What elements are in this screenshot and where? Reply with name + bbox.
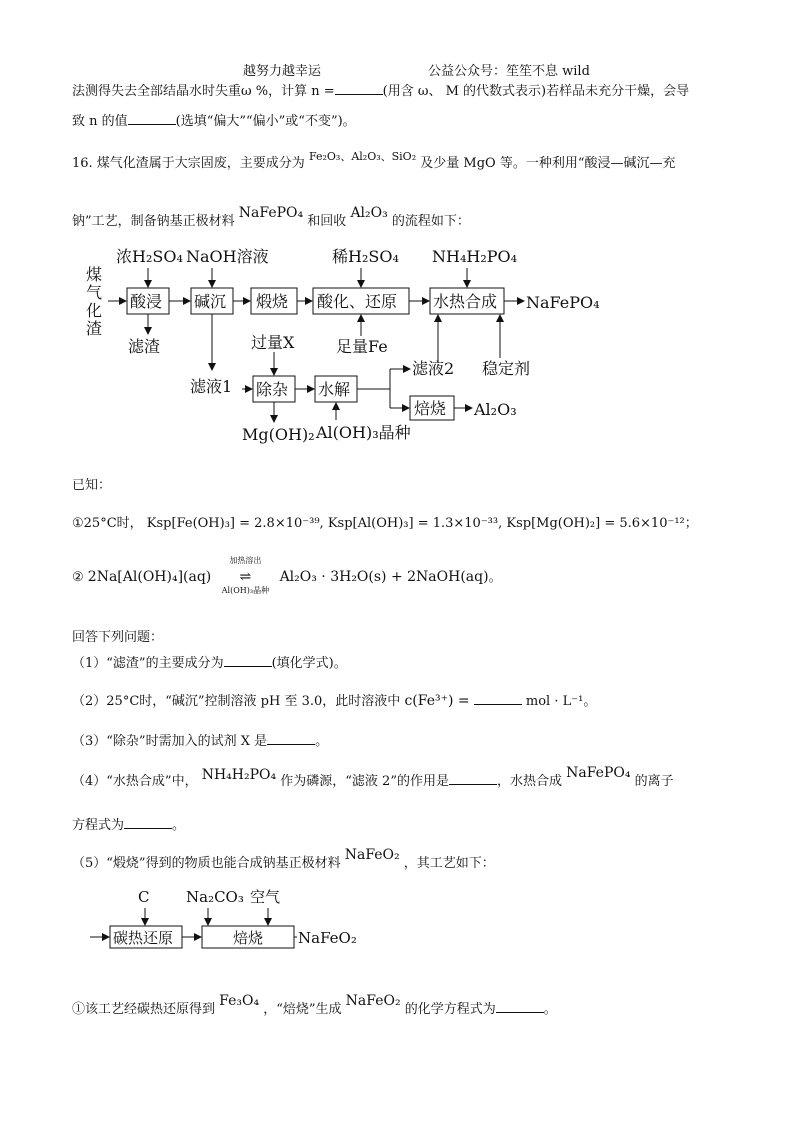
box-roast: 焙烧 (414, 399, 447, 418)
prev-text-d: 致 n 的值 (72, 114, 128, 129)
q16-text-a: 16. 煤气化渣属于大宗固废，主要成分为 (72, 156, 305, 171)
reagent-stabilizer: 稳定剂 (482, 359, 531, 378)
output-filtrate-1: 滤液1 (190, 377, 233, 396)
answer-blank[interactable] (224, 654, 272, 667)
q4-text-e: 方程式为 (72, 818, 125, 833)
box-acid-leach: 酸浸 (130, 292, 163, 311)
output-mgoh2: Mg(OH)₂ (242, 425, 315, 444)
source-char-3: 化 (86, 301, 103, 320)
question-5 (72, 847, 495, 871)
q4-chem-2: NaFePO₄ (566, 765, 631, 781)
header-left: 越努力越幸运 (243, 64, 322, 79)
q4-text-d: 的离子 (634, 774, 674, 789)
known-1 (72, 512, 698, 531)
known-2-prefix: ② (72, 570, 84, 585)
answer-blank[interactable] (496, 1000, 544, 1013)
equilibrium-arrow (215, 556, 275, 595)
questions-intro: 回答下列问题： (72, 630, 164, 645)
q16-chem-a: Fe₂O₃、Al₂O₃、SiO₂ (308, 150, 417, 163)
known-title: 已知： (72, 478, 112, 493)
known-2 (72, 556, 502, 595)
q16-text-e: 的流程如下： (391, 214, 470, 229)
process-flow-diagram (70, 240, 630, 450)
question-2 (72, 690, 596, 709)
q3-text-b: 。 (315, 734, 329, 749)
q5-text-b: ，其工艺如下： (403, 856, 495, 871)
question-5-1 (72, 993, 557, 1017)
q3-text-a: （3）“除杂”时需加入的试剂 X 是 (72, 734, 268, 749)
ksp-expression: Ksp[Fe(OH)₃] = 2.8×10⁻³⁹, Ksp[Al(OH)₃] = 1.3×10⁻³³, Ksp[Mg(OH)₂] = 5.6×10⁻¹² (146, 516, 685, 531)
q1-text-a: （1）“滤渣”的主要成分为 (72, 656, 224, 671)
reagent-na2co3: Na₂CO₃ (186, 888, 244, 906)
answer-blank[interactable] (124, 816, 172, 829)
reagent-excess-x: 过量X (251, 333, 295, 352)
box-calcine: 煅烧 (256, 292, 289, 311)
output-aloh3-seed: Al(OH)₃晶种 (316, 423, 411, 442)
q16-line-2 (72, 205, 470, 229)
box-impurity-removal: 除杂 (256, 380, 289, 399)
source-char-4: 渣 (86, 319, 103, 338)
answer-blank[interactable] (267, 732, 315, 745)
q16-chem-b: NaFePO₄ (238, 205, 304, 221)
source-char-2: 气 (86, 283, 103, 302)
q5-chem: NaFeO₂ (344, 847, 400, 863)
box-roast-2: 焙烧 (233, 929, 264, 947)
q2-expression: c(Fe³⁺) = (404, 693, 470, 709)
prev-text-c: (用含 ω、 M 的代数式表示)若样品未充分干燥，会导 (382, 84, 690, 99)
question-4 (72, 765, 674, 789)
known-2-end: 。 (488, 570, 502, 585)
reagent-carbon: C (138, 888, 150, 906)
equilibrium-icon: ⇌ (239, 569, 252, 585)
q16-text-c: 钠”工艺，制备钠基正极材料 (72, 214, 235, 229)
product-al2o3: Al₂O₃ (474, 400, 517, 419)
question-4-line-2 (72, 814, 185, 833)
q4-text-c: ，水热合成 (496, 774, 562, 789)
equilibrium-left: 2Na[Al(OH)₄](aq) (87, 569, 212, 585)
q16-line-1 (72, 152, 675, 171)
condition-bottom: Al(OH)₃晶种 (221, 586, 270, 595)
q2-unit: mol · L⁻¹。 (525, 694, 597, 709)
prev-text-a: 法测得失去全部结晶水时失重 (72, 84, 242, 99)
reagent-conc-h2so4: 浓H₂SO₄ (116, 247, 183, 266)
question-3 (72, 730, 328, 749)
q16-text-d: 和回收 (307, 214, 347, 229)
reagent-air: 空气 (250, 888, 281, 906)
box-carbothermal: 碳热还原 (113, 929, 174, 947)
q4-chem: NH₄H₂PO₄ (201, 767, 277, 783)
q5-1-chem: Fe₃O₄ (219, 993, 260, 1009)
reagent-fe: 足量Fe (336, 337, 388, 356)
q4-text-a: （4）“水热合成”中， (72, 774, 198, 789)
answer-blank[interactable] (128, 112, 176, 125)
box-hydrolysis: 水解 (318, 380, 351, 399)
q5-text-a: （5）“煅烧”得到的物质也能合成钠基正极材料 (72, 856, 341, 871)
product-nafepo4: NaFePO₄ (526, 293, 600, 312)
header-right: 公益公众号：笙笙不息 wild (428, 64, 590, 79)
q16-text-b: 及少量 MgO 等。一种利用“酸浸—碱沉—充 (420, 156, 676, 171)
reagent-nh4h2po4: NH₄H₂PO₄ (432, 247, 518, 266)
box-alkali-precip: 碱沉 (194, 292, 227, 311)
answer-blank[interactable] (335, 82, 383, 95)
q5-1-text-b: ，“焙烧”生成 (263, 1002, 342, 1017)
q1-text-b: (填化学式)。 (271, 656, 347, 671)
output-residue: 滤渣 (128, 337, 161, 356)
q2-text-a: （2）25°C时，“碱沉”控制溶液 pH 至 3.0，此时溶液中 (72, 694, 401, 709)
prev-line-2 (72, 110, 356, 129)
sodium-ferrite-flow-diagram (90, 884, 390, 954)
reagent-naoh: NaOH溶液 (186, 247, 269, 266)
q5-1-chem-2: NaFeO₂ (345, 993, 401, 1009)
q5-1-text-a: ①该工艺经碳热还原得到 (72, 1002, 216, 1017)
box-acidify-reduce: 酸化、还原 (317, 292, 398, 311)
prev-line-1 (72, 80, 689, 99)
source-char-1: 煤 (86, 265, 103, 284)
q4-text-b: 作为磷源，“滤液 2”的作用是 (280, 774, 449, 789)
q5-1-text-d: 。 (543, 1002, 557, 1017)
product-nafeo2: NaFeO₂ (298, 929, 357, 947)
question-1 (72, 652, 347, 671)
known-1-end: ； (684, 516, 698, 531)
equilibrium-right: Al₂O₃ · 3H₂O(s) + 2NaOH(aq) (279, 569, 489, 585)
q5-1-text-c: 的化学方程式为 (404, 1002, 496, 1017)
reagent-dil-h2so4: 稀H₂SO₄ (332, 247, 399, 266)
q4-text-f: 。 (172, 818, 186, 833)
prev-text-b: ω %，计算 n = (241, 84, 335, 99)
known-1-prefix: ①25°C时， (72, 516, 143, 531)
box-hydrothermal: 水热合成 (433, 292, 498, 311)
answer-blank[interactable] (449, 772, 497, 785)
answer-blank[interactable] (474, 692, 522, 705)
output-filtrate-2: 滤液2 (412, 359, 455, 378)
prev-text-e: (选填“偏大”“偏小”或“不变”)。 (175, 114, 356, 129)
condition-top: 加热溶出 (229, 556, 262, 565)
q16-chem-c: Al₂O₃ (350, 205, 388, 221)
